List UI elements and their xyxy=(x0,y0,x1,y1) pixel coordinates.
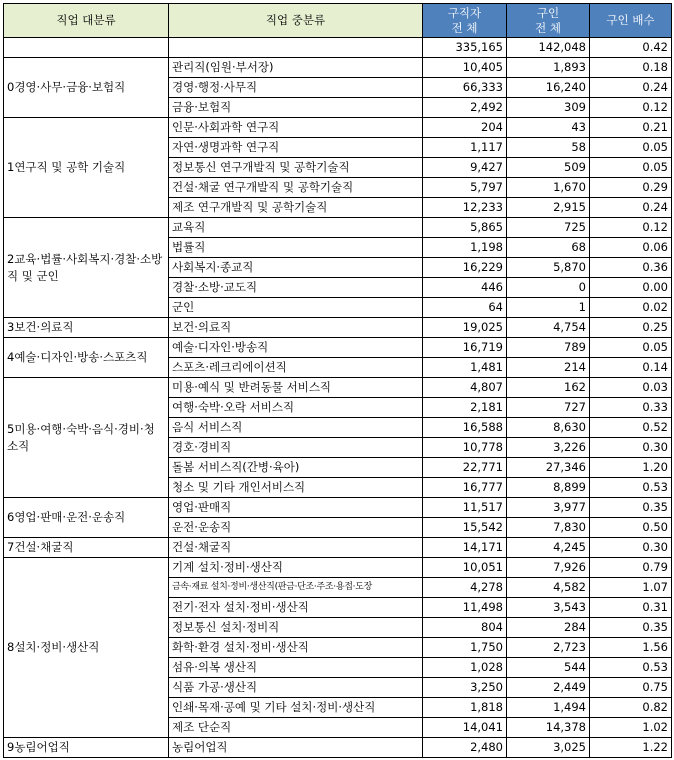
job-openings-cell: 309 xyxy=(507,98,590,118)
ratio-cell: 0.35 xyxy=(590,498,672,518)
ratio-cell: 0.03 xyxy=(590,378,672,398)
job-seekers-cell: 16,229 xyxy=(423,258,507,278)
job-seekers-cell: 2,181 xyxy=(423,398,507,418)
header-sub-category: 직업 중분류 xyxy=(169,4,423,38)
job-openings-cell: 4,245 xyxy=(507,538,590,558)
sub-category-cell: 여행·숙박·오락 서비스직 xyxy=(169,398,423,418)
ratio-cell: 0.24 xyxy=(590,198,672,218)
ratio-cell: 0.82 xyxy=(590,698,672,718)
sub-category-cell: 예술·디자인·방송직 xyxy=(169,338,423,358)
sub-category-cell: 정보통신 설치·정비직 xyxy=(169,618,423,638)
ratio-cell: 0.30 xyxy=(590,438,672,458)
major-category-cell: 5미용·여행·숙박·음식·경비·청소직 xyxy=(4,378,169,498)
total-openings-cell: 142,048 xyxy=(507,38,590,58)
sub-category-cell: 섬유·의복 생산직 xyxy=(169,658,423,678)
job-openings-cell: 8,899 xyxy=(507,478,590,498)
sub-category-cell: 식품 가공·생산직 xyxy=(169,678,423,698)
sub-category-cell: 정보통신 연구개발직 및 공학기술직 xyxy=(169,158,423,178)
ratio-cell: 0.36 xyxy=(590,258,672,278)
job-seekers-cell: 11,498 xyxy=(423,598,507,618)
job-openings-cell: 725 xyxy=(507,218,590,238)
job-openings-cell: 4,582 xyxy=(507,578,590,598)
sub-category-cell: 돌봄 서비스직(간병·육아) xyxy=(169,458,423,478)
sub-category-cell: 사회복지·종교직 xyxy=(169,258,423,278)
job-openings-cell: 544 xyxy=(507,658,590,678)
ratio-cell: 0.75 xyxy=(590,678,672,698)
ratio-cell: 0.53 xyxy=(590,478,672,498)
job-openings-cell: 1,893 xyxy=(507,58,590,78)
sub-category-cell: 법률직 xyxy=(169,238,423,258)
sub-category-cell: 군인 xyxy=(169,298,423,318)
ratio-cell: 0.52 xyxy=(590,418,672,438)
ratio-cell: 0.21 xyxy=(590,118,672,138)
ratio-cell: 0.24 xyxy=(590,78,672,98)
sub-category-cell: 관리직(임원·부서장) xyxy=(169,58,423,78)
job-seekers-cell: 2,492 xyxy=(423,98,507,118)
sub-category-cell: 교육직 xyxy=(169,218,423,238)
job-openings-cell: 0 xyxy=(507,278,590,298)
header-job-openings-line1: 구인 xyxy=(536,5,560,20)
header-job-openings-line2: 전 체 xyxy=(535,20,561,35)
sub-category-cell: 화학·환경 설치·정비·생산직 xyxy=(169,638,423,658)
header-job-openings xyxy=(507,4,590,38)
job-openings-cell: 509 xyxy=(507,158,590,178)
job-openings-cell: 68 xyxy=(507,238,590,258)
table-row xyxy=(4,118,672,138)
job-seekers-cell: 10,405 xyxy=(423,58,507,78)
job-openings-cell: 284 xyxy=(507,618,590,638)
sub-category-cell: 제조 연구개발직 및 공학기술직 xyxy=(169,198,423,218)
sub-category-cell: 미용·예식 및 반려동물 서비스직 xyxy=(169,378,423,398)
job-seekers-cell: 4,807 xyxy=(423,378,507,398)
sub-category-cell: 음식 서비스직 xyxy=(169,418,423,438)
sub-category-cell: 경영·행정·사무직 xyxy=(169,78,423,98)
table-row xyxy=(4,498,672,518)
job-seekers-cell: 1,198 xyxy=(423,238,507,258)
job-seekers-cell: 11,517 xyxy=(423,498,507,518)
ratio-cell: 0.05 xyxy=(590,158,672,178)
major-category-cell: 7건설·채굴직 xyxy=(4,538,169,558)
major-category-cell: 4예술·디자인·방송·스포츠직 xyxy=(4,338,169,378)
job-openings-cell: 5,870 xyxy=(507,258,590,278)
ratio-cell: 0.06 xyxy=(590,238,672,258)
job-openings-cell: 1 xyxy=(507,298,590,318)
sub-category-cell: 영업·판매직 xyxy=(169,498,423,518)
sub-category-cell: 스포츠·레크리에이션직 xyxy=(169,358,423,378)
job-openings-cell: 7,830 xyxy=(507,518,590,538)
job-openings-cell: 43 xyxy=(507,118,590,138)
ratio-cell: 0.02 xyxy=(590,298,672,318)
job-openings-cell: 3,543 xyxy=(507,598,590,618)
ratio-cell: 1.20 xyxy=(590,458,672,478)
sub-category-cell: 제조 단순직 xyxy=(169,718,423,738)
job-openings-cell: 3,025 xyxy=(507,738,590,758)
job-openings-cell: 1,670 xyxy=(507,178,590,198)
major-category-cell: 8설치·정비·생산직 xyxy=(4,558,169,738)
job-openings-cell: 162 xyxy=(507,378,590,398)
job-openings-cell: 789 xyxy=(507,338,590,358)
job-seekers-cell: 9,427 xyxy=(423,158,507,178)
ratio-cell: 0.29 xyxy=(590,178,672,198)
job-seekers-cell: 5,865 xyxy=(423,218,507,238)
ratio-cell: 0.79 xyxy=(590,558,672,578)
header-job-seekers-line1: 구직자 xyxy=(447,5,482,20)
job-seekers-cell: 12,233 xyxy=(423,198,507,218)
sub-category-cell: 경호·경비직 xyxy=(169,438,423,458)
job-seekers-cell: 1,750 xyxy=(423,638,507,658)
job-seekers-cell: 804 xyxy=(423,618,507,638)
total-row xyxy=(4,38,672,58)
ratio-cell: 0.18 xyxy=(590,58,672,78)
job-seekers-cell: 4,278 xyxy=(423,578,507,598)
table-row xyxy=(4,338,672,358)
major-category-cell: 9농림어업직 xyxy=(4,738,169,758)
ratio-cell: 0.14 xyxy=(590,358,672,378)
job-openings-cell: 8,630 xyxy=(507,418,590,438)
job-openings-cell: 3,226 xyxy=(507,438,590,458)
header-row xyxy=(4,4,672,38)
ratio-cell: 0.25 xyxy=(590,318,672,338)
job-seekers-cell: 16,777 xyxy=(423,478,507,498)
major-category-cell: 1연구직 및 공학 기술직 xyxy=(4,118,169,218)
ratio-cell: 0.35 xyxy=(590,618,672,638)
ratio-cell: 1.56 xyxy=(590,638,672,658)
major-category-cell: 2교육·법률·사회복지·경찰·소방직 및 군인 xyxy=(4,218,169,318)
ratio-cell: 0.05 xyxy=(590,338,672,358)
sub-category-cell: 운전·운송직 xyxy=(169,518,423,538)
ratio-cell: 0.00 xyxy=(590,278,672,298)
ratio-cell: 1.07 xyxy=(590,578,672,598)
ratio-cell: 0.05 xyxy=(590,138,672,158)
job-seekers-cell: 64 xyxy=(423,298,507,318)
job-seekers-cell: 22,771 xyxy=(423,458,507,478)
sub-category-cell: 건설·채굴직 xyxy=(169,538,423,558)
job-openings-cell: 16,240 xyxy=(507,78,590,98)
job-openings-cell: 2,723 xyxy=(507,638,590,658)
ratio-cell: 1.22 xyxy=(590,738,672,758)
job-seekers-cell: 10,051 xyxy=(423,558,507,578)
job-statistics-table xyxy=(3,3,672,758)
job-openings-cell: 4,754 xyxy=(507,318,590,338)
table-body xyxy=(4,38,672,758)
sub-category-cell: 전기·전자 설치·정비·생산직 xyxy=(169,598,423,618)
job-seekers-cell: 1,481 xyxy=(423,358,507,378)
major-category-cell: 0경영·사무·금융·보험직 xyxy=(4,58,169,118)
job-openings-cell: 7,926 xyxy=(507,558,590,578)
sub-category-cell: 금융·보험직 xyxy=(169,98,423,118)
job-openings-cell: 27,346 xyxy=(507,458,590,478)
job-openings-cell: 2,915 xyxy=(507,198,590,218)
job-seekers-cell: 16,719 xyxy=(423,338,507,358)
job-seekers-cell: 1,818 xyxy=(423,698,507,718)
ratio-cell: 0.53 xyxy=(590,658,672,678)
ratio-cell: 1.02 xyxy=(590,718,672,738)
sub-category-cell: 자연·생명과학 연구직 xyxy=(169,138,423,158)
job-openings-cell: 1,494 xyxy=(507,698,590,718)
sub-category-cell: 기계 설치·정비·생산직 xyxy=(169,558,423,578)
job-openings-cell: 214 xyxy=(507,358,590,378)
table-row xyxy=(4,738,672,758)
table-row xyxy=(4,378,672,398)
header-job-seekers-line2: 전 체 xyxy=(451,20,478,35)
header-job-seekers xyxy=(423,4,507,38)
ratio-cell: 0.12 xyxy=(590,98,672,118)
sub-category-cell: 보건·의료직 xyxy=(169,318,423,338)
job-seekers-cell: 15,542 xyxy=(423,518,507,538)
job-seekers-cell: 16,588 xyxy=(423,418,507,438)
sub-category-cell: 인문·사회과학 연구직 xyxy=(169,118,423,138)
job-seekers-cell: 5,797 xyxy=(423,178,507,198)
job-seekers-cell: 10,778 xyxy=(423,438,507,458)
job-seekers-cell: 14,041 xyxy=(423,718,507,738)
job-seekers-cell: 1,028 xyxy=(423,658,507,678)
job-seekers-cell: 1,117 xyxy=(423,138,507,158)
major-category-cell: 3보건·의료직 xyxy=(4,318,169,338)
sub-category-cell: 금속·재료 설치·정비·생산직(판금·단조·주조·용접·도장 xyxy=(169,578,423,598)
header-ratio: 구인 배수 xyxy=(590,4,672,38)
ratio-cell: 0.12 xyxy=(590,218,672,238)
job-seekers-cell: 2,480 xyxy=(423,738,507,758)
job-openings-cell: 58 xyxy=(507,138,590,158)
ratio-cell: 0.33 xyxy=(590,398,672,418)
sub-category-cell: 농림어업직 xyxy=(169,738,423,758)
job-seekers-cell: 14,171 xyxy=(423,538,507,558)
table-row xyxy=(4,58,672,78)
job-openings-cell: 14,378 xyxy=(507,718,590,738)
table-row xyxy=(4,558,672,578)
sub-category-cell: 청소 및 기타 개인서비스직 xyxy=(169,478,423,498)
sub-category-cell: 인쇄·목재·공예 및 기타 설치·정비·생산직 xyxy=(169,698,423,718)
sub-category-cell: 경찰·소방·교도직 xyxy=(169,278,423,298)
total-ratio-cell: 0.42 xyxy=(590,38,672,58)
ratio-cell: 0.50 xyxy=(590,518,672,538)
total-blank-cell xyxy=(4,38,169,58)
table-row xyxy=(4,538,672,558)
job-seekers-cell: 19,025 xyxy=(423,318,507,338)
ratio-cell: 0.31 xyxy=(590,598,672,618)
major-category-cell: 6영업·판매·운전·운송직 xyxy=(4,498,169,538)
total-blank-cell xyxy=(169,38,423,58)
job-openings-cell: 3,977 xyxy=(507,498,590,518)
total-seekers-cell: 335,165 xyxy=(423,38,507,58)
job-seekers-cell: 66,333 xyxy=(423,78,507,98)
ratio-cell: 0.30 xyxy=(590,538,672,558)
table-row xyxy=(4,318,672,338)
header-major-category: 직업 대분류 xyxy=(4,4,169,38)
table-row xyxy=(4,218,672,238)
job-seekers-cell: 3,250 xyxy=(423,678,507,698)
sub-category-cell: 건설·채굴 연구개발직 및 공학기술직 xyxy=(169,178,423,198)
job-openings-cell: 2,449 xyxy=(507,678,590,698)
job-seekers-cell: 446 xyxy=(423,278,507,298)
job-openings-cell: 727 xyxy=(507,398,590,418)
job-seekers-cell: 204 xyxy=(423,118,507,138)
